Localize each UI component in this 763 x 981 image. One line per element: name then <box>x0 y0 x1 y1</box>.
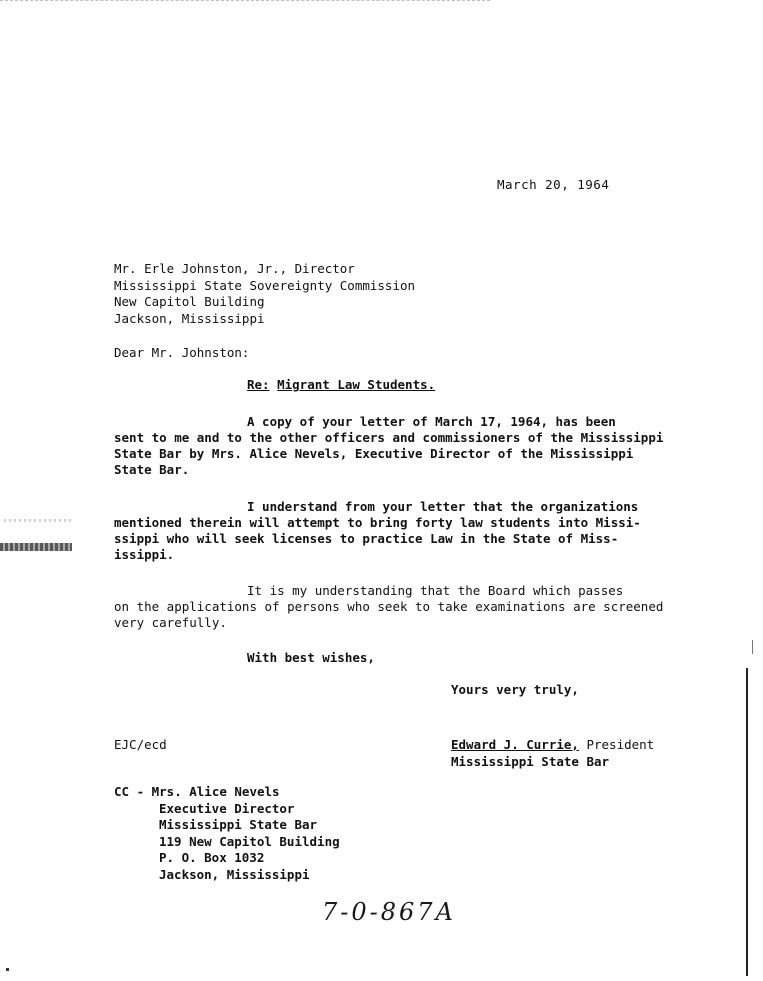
letter-date: March 20, 1964 <box>497 177 610 192</box>
top-dashed-rule <box>0 0 490 1</box>
recipient-line: Mississippi State Sovereignty Commission <box>114 277 416 293</box>
subject-prefix: Re: <box>247 377 270 392</box>
cc-line: P. O. Box 1032 <box>159 850 265 865</box>
paragraph-line: It is my understanding that the Board which passes <box>247 583 624 598</box>
recipient-line: Mr. Erle Johnston, Jr., Director <box>114 261 355 276</box>
paragraph-line: State Bar. <box>114 462 190 477</box>
cc-line: CC - Mrs. Alice Nevels <box>114 784 280 799</box>
handwritten-file-number: 7-0-867A <box>322 898 456 926</box>
scan-corner-mark <box>6 968 9 971</box>
scan-artifact-smudge <box>0 543 72 551</box>
signer-title: President <box>586 737 655 752</box>
paragraph-1 <box>114 414 663 478</box>
cc-line: 119 New Capitol Building <box>159 833 340 849</box>
paragraph-line: I understand from your letter that the organizations <box>247 499 639 514</box>
paragraph-line: ssippi who will seek licenses to practice Law in the State of Miss- <box>114 531 619 546</box>
paragraph-line: sent to me and to the other officers and commissioners of the Mississippi <box>114 430 664 445</box>
recipient-line: Jackson, Mississippi <box>114 310 265 326</box>
signer-name-line <box>451 737 654 754</box>
signature-block <box>451 737 654 771</box>
signer-organization: Mississippi State Bar <box>451 754 610 769</box>
recipient-address <box>114 261 415 327</box>
paragraph-2 <box>114 499 641 563</box>
paragraph-line: A copy of your letter of March 17, 1964, has been <box>247 414 616 429</box>
cc-line: Jackson, Mississippi <box>159 866 310 882</box>
closing: With best wishes, <box>247 650 375 665</box>
recipient-line: New Capitol Building <box>114 294 265 309</box>
cc-line: Mississippi State Bar <box>159 817 318 832</box>
cc-line: Executive Director <box>159 800 295 816</box>
scan-artifact-faint <box>4 519 72 522</box>
scan-edge-tick <box>752 640 753 654</box>
paragraph-line: mentioned therein will attempt to bring forty law students into Missi- <box>114 515 641 530</box>
signer-name: Edward J. Currie, <box>451 737 579 752</box>
paragraph-line: on the applications of persons who seek to take examinations are screened <box>114 599 664 614</box>
typist-initials: EJC/ecd <box>114 737 167 752</box>
subject-line <box>247 377 435 393</box>
paragraph-3 <box>114 583 663 631</box>
paragraph-line: very carefully. <box>114 615 227 630</box>
subject-text: Migrant Law Students. <box>277 377 436 392</box>
paragraph-line: issippi. <box>114 547 175 562</box>
paragraph-line: State Bar by Mrs. Alice Nevels, Executive Director of the Mississippi <box>114 446 634 461</box>
cc-block <box>114 784 340 883</box>
salutation: Dear Mr. Johnston: <box>114 345 250 360</box>
complimentary-close: Yours very truly, <box>451 682 579 697</box>
scan-edge-line <box>746 668 748 976</box>
